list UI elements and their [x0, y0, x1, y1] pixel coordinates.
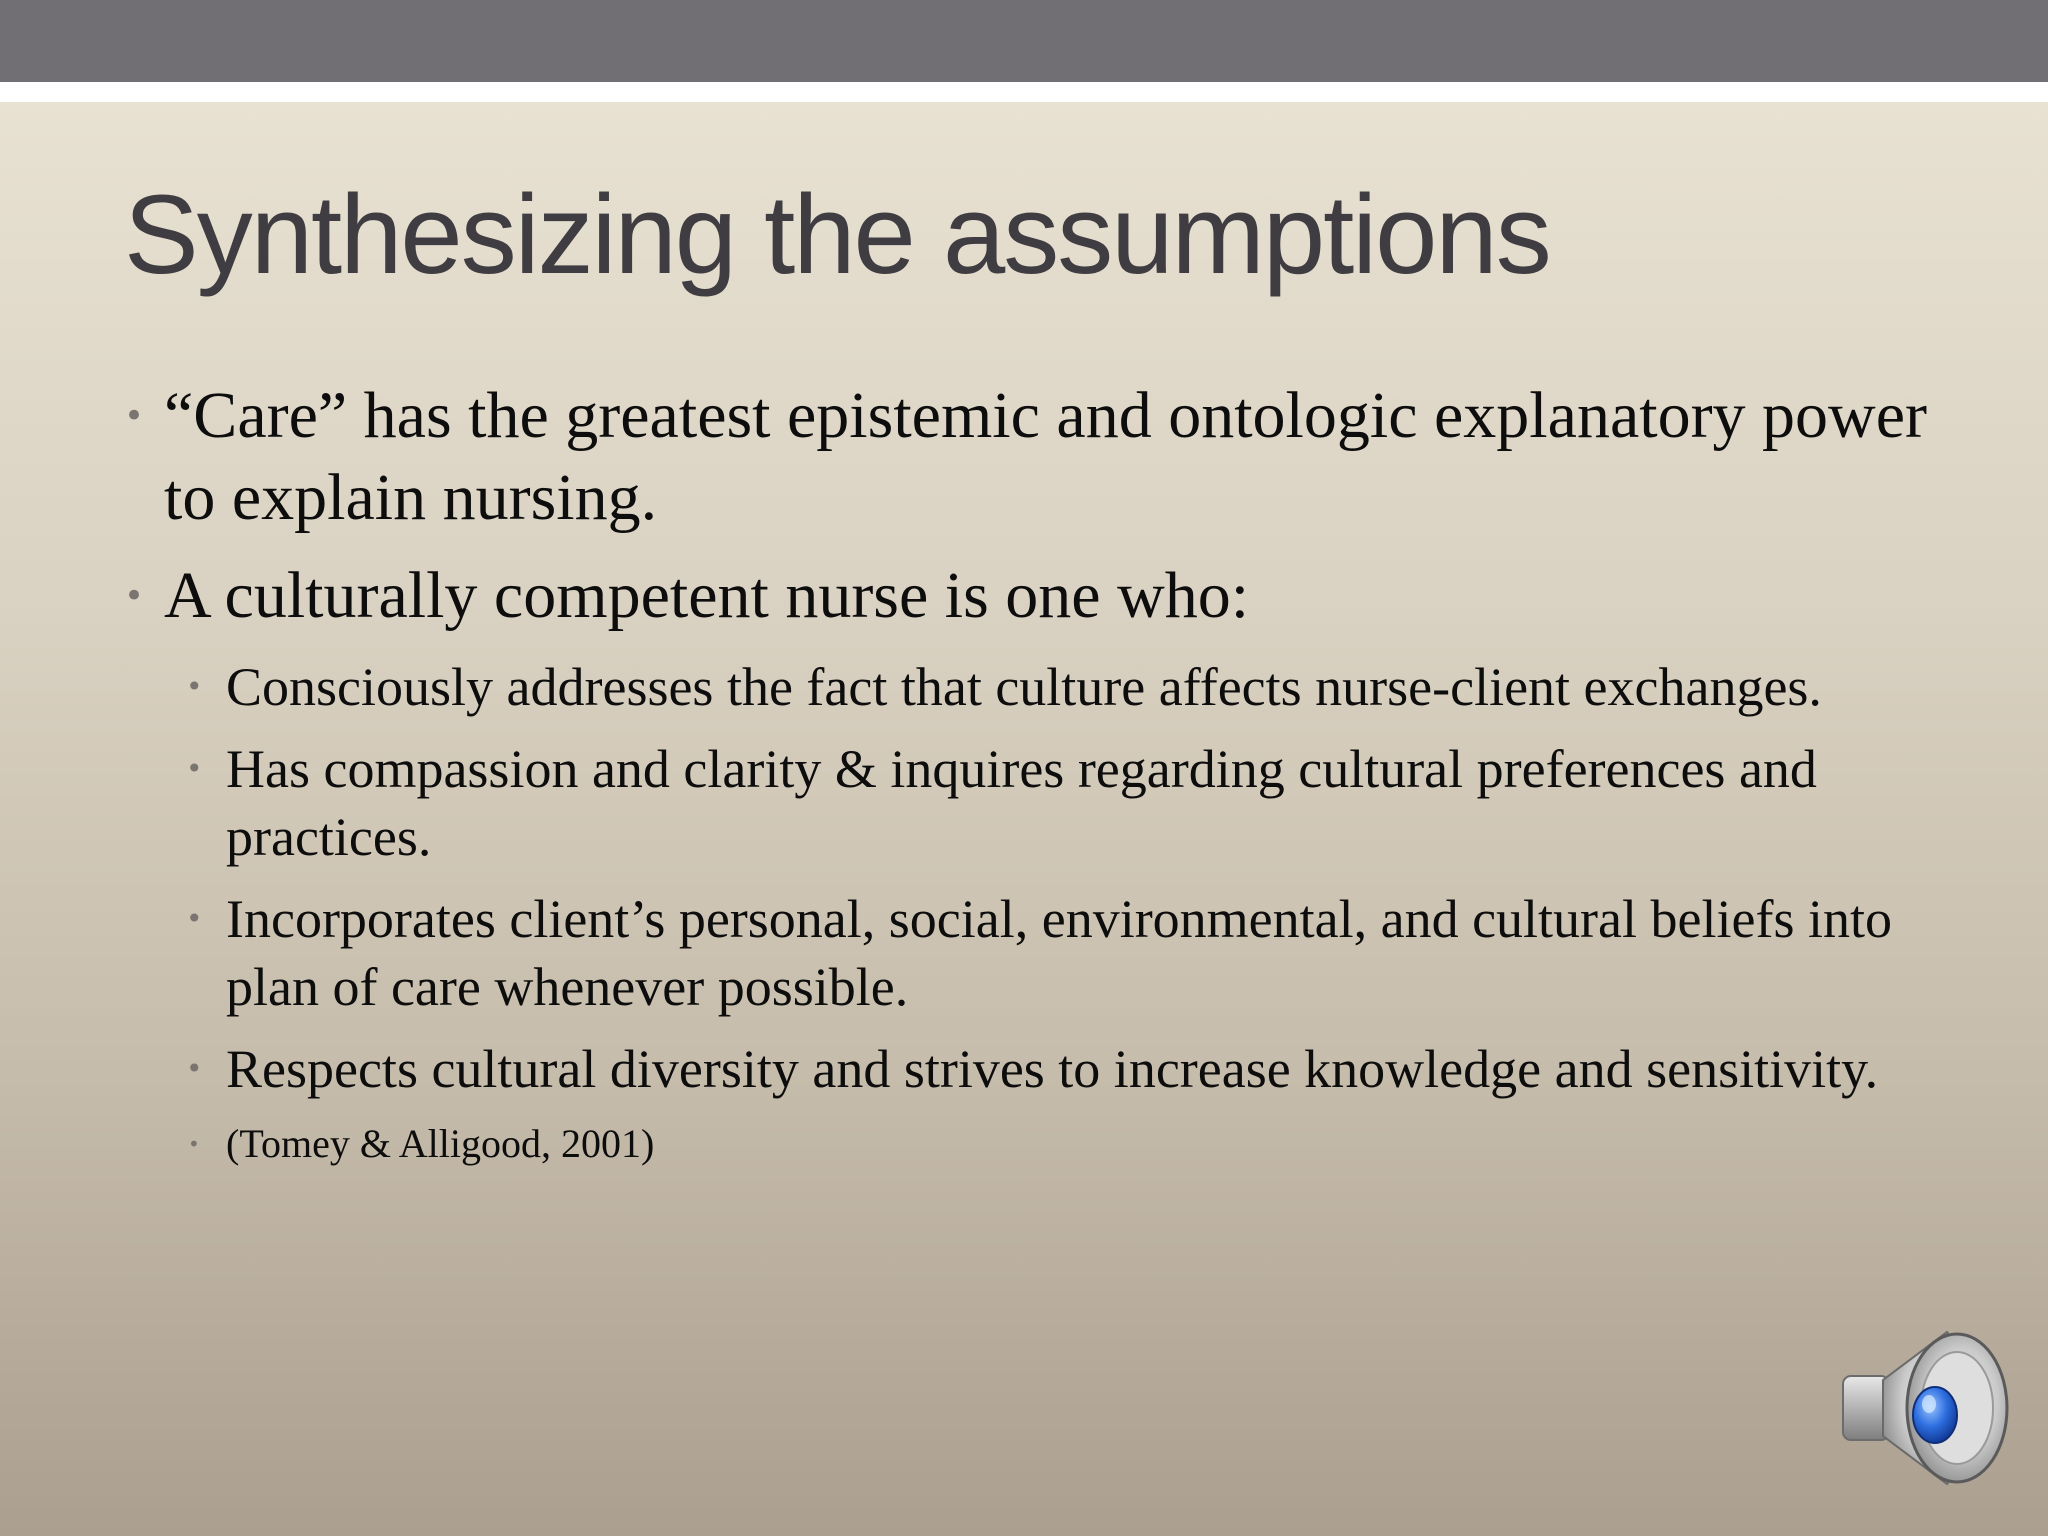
bullet-text: “Care” has the greatest epistemic and ontologic explanatory power to explain nursing. — [164, 379, 1927, 534]
bullet-dot: • — [186, 670, 203, 703]
bullet-item — [120, 555, 1940, 637]
bullet-dot: • — [186, 902, 203, 935]
sub-bullet-text: Respects cultural diversity and strives to increase knowledge and sensitivity. — [226, 1039, 1879, 1099]
slide-content — [120, 375, 1940, 1171]
citation-item — [182, 1117, 1940, 1171]
sub-bullet-item — [182, 735, 1940, 871]
sub-bullet-item — [182, 885, 1940, 1021]
sub-bullet-text: Consciously addresses the fact that culture affects nurse-client exchanges. — [226, 657, 1822, 717]
header-band — [0, 0, 2048, 82]
bullet-item — [120, 375, 1940, 539]
bullet-dot: • — [186, 1052, 203, 1085]
sub-bullet-item — [182, 1035, 1940, 1103]
bullet-dot: • — [124, 396, 145, 436]
slide-title: Synthesizing the assumptions — [124, 172, 1550, 297]
citation-text: (Tomey & Alligood, 2001) — [226, 1121, 655, 1166]
bullet-dot: • — [188, 1132, 200, 1156]
bullet-dot: • — [186, 752, 203, 785]
bullet-dot: • — [124, 576, 145, 616]
sub-bullet-text: Incorporates client’s personal, social, environmental, and cultural beliefs into plan of care whenever possible. — [226, 889, 1892, 1017]
sub-bullet-text: Has compassion and clarity & inquires regarding cultural preferences and practices. — [226, 739, 1817, 867]
header-divider — [0, 82, 2048, 102]
speaker-icon[interactable] — [1835, 1318, 2015, 1498]
bullet-text: A culturally competent nurse is one who: — [164, 559, 1250, 632]
sub-bullet-item — [182, 653, 1940, 721]
